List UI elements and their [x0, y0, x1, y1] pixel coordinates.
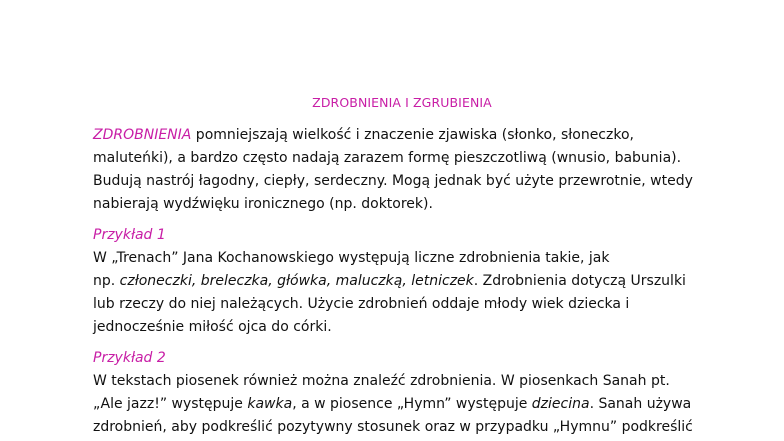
intro-line-1: pomniejszają wielkość i znaczenie zjawiska (słonko, słoneczko,: [191, 127, 634, 143]
example-2-line-1: W tekstach piosenek również można znaleźć zdrobnienia. W piosenkach Sanah pt.: [93, 373, 670, 389]
intro-line-4: nabierają wydźwięku ironicznego (np. doktorek).: [93, 196, 433, 212]
example-2-italic-kawka: kawka: [247, 396, 293, 412]
example-1-heading: Przykład 1: [93, 227, 166, 243]
example-2-paragraph: [93, 370, 703, 439]
intro-paragraph: [93, 124, 703, 216]
example-1-line-1: W „Trenach” Jana Kochanowskiego występują liczne zdrobnienia takie, jak: [93, 250, 610, 266]
example-2-line-2-a: „Ale jazz!” występuje: [93, 396, 248, 412]
intro-line-2: malutеńki), a bardzo często nadają zarazem formę pieszczotliwą (wnusio, babunia).: [93, 150, 682, 166]
example-1-line-2-suffix: . Zdrobnienia dotyczą Urszulki: [473, 273, 686, 289]
intro-line-3: Budują nastrój łagodny, ciepły, serdeczny. Mogą jednak być użyte przewrotnie, wtedy: [93, 173, 693, 189]
spacer: [93, 216, 703, 224]
example-2-line-3: zdrobnień, aby podkreślić pozytywny stosunek oraz w przypadku „Hymnu” podkreślić: [93, 419, 693, 435]
example-1-line-4: jednocześnie miłość ojca do córki.: [93, 319, 332, 335]
example-1-line-3: lub rzeczy do niej należących. Użycie zdrobnień oddaje młody wiek dziecka i: [93, 296, 630, 312]
example-2-heading: Przykład 2: [93, 350, 166, 366]
example-1-paragraph: [93, 247, 703, 339]
example-2-italic-dziecina: dziecina: [531, 396, 590, 412]
document-title: ZDROBNIENIA I ZGRUBIENIA: [312, 95, 492, 110]
spacer: [93, 339, 703, 347]
example-2-line-2-e: . Sanah używa: [589, 396, 692, 412]
example-1-line-2-prefix: np.: [93, 273, 120, 289]
example-2-line-2-c: , a w piosence „Hymn” występuje: [292, 396, 532, 412]
example-1-italic-words: członeczki, breleczka, główka, maluczką, letniczek: [119, 273, 474, 289]
intro-term: ZDROBNIENIA: [93, 127, 192, 143]
document-content: [93, 95, 703, 439]
